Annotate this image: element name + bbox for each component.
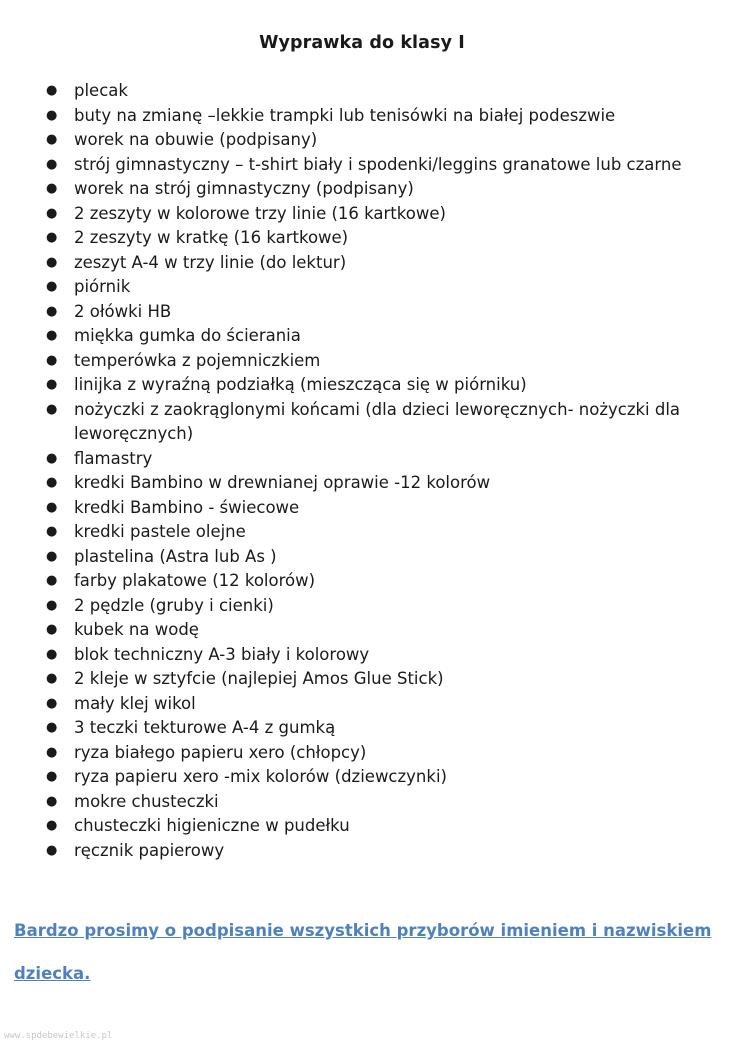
signing-note: Bardzo prosimy o podpisanie wszystkich przyborów imieniem i nazwiskiem: [14, 921, 712, 940]
list-item-text: kredki Bambino - świecowe: [74, 497, 300, 517]
bullet-icon: ●: [46, 377, 58, 392]
list-item-text: temperówka z pojemniczkiem: [74, 350, 321, 370]
bullet-icon: ●: [46, 573, 58, 588]
bullet-icon: ●: [46, 181, 58, 196]
list-item: [0, 643, 700, 668]
list-item: [0, 814, 700, 839]
list-item: [0, 153, 700, 178]
bullet-icon: ●: [46, 156, 58, 172]
list-item-text: nożyczki z zaokrąglonymi końcami (dla dzieci leworęcznych- nożyczki dla leworęcznych): [74, 399, 681, 443]
list-item-text: strój gimnastyczny – t-shirt biały i spodenki/leggins granatowe lub czarne: [74, 154, 682, 174]
list-item: [0, 618, 700, 643]
list-item: [0, 177, 700, 202]
bullet-icon: ●: [46, 622, 58, 637]
list-item-text: piórnik: [74, 277, 131, 296]
list-item-text: plastelina (Astra lub As ): [74, 546, 277, 566]
list-item: [0, 520, 700, 545]
list-item: [0, 373, 700, 398]
bullet-icon: ●: [46, 279, 58, 294]
bullet-icon: ●: [46, 401, 58, 417]
list-item-text: kubek na wodę: [74, 620, 199, 639]
bullet-icon: ●: [46, 352, 58, 368]
list-item-text: plecak: [74, 81, 128, 100]
bullet-icon: ●: [46, 475, 58, 490]
bullet-icon: ●: [46, 107, 58, 123]
bullet-icon: ●: [46, 793, 58, 809]
bullet-icon: ●: [46, 548, 58, 564]
list-item: [0, 839, 700, 864]
bullet-icon: ●: [46, 230, 58, 245]
watermark: www.spdebewielkie.pl: [4, 1031, 113, 1041]
list-item-text: 2 kleje w sztyfcie (najlepiej Amos Glue Stick): [74, 669, 444, 688]
list-item-text: flamastry: [74, 448, 153, 468]
list-item: [0, 447, 700, 472]
list-item: [0, 251, 700, 276]
list-item-text: 2 zeszyty w kratkę (16 kartkowe): [74, 228, 349, 247]
list-item-text: miękka gumka do ścierania: [74, 326, 301, 345]
bullet-icon: ●: [46, 744, 58, 760]
list-item-text: buty na zmianę –lekkie trampki lub tenisówki na białej podeszwie: [74, 105, 616, 125]
list-item: [0, 741, 700, 766]
list-item: [0, 667, 700, 692]
bullet-icon: ●: [46, 818, 58, 833]
signing-note-continuation: dziecka.: [14, 964, 91, 983]
list-item-text: ryza papieru xero -mix kolorów (dziewczynki): [74, 767, 447, 786]
list-item-text: 2 ołówki HB: [74, 301, 172, 321]
list-item-text: mały klej wikol: [74, 693, 196, 713]
list-item-text: ryza białego papieru xero (chłopcy): [74, 742, 367, 762]
list-item: [0, 79, 700, 104]
list-item: [0, 226, 700, 251]
bullet-icon: ●: [46, 695, 58, 711]
bullet-icon: ●: [46, 769, 58, 784]
list-item: [0, 398, 700, 447]
list-item: [0, 471, 700, 496]
bullet-icon: ●: [46, 842, 58, 858]
bullet-icon: ●: [46, 328, 58, 343]
list-item: [0, 202, 700, 227]
list-item: [0, 496, 700, 521]
list-item: [0, 349, 700, 374]
list-item-text: worek na obuwie (podpisany): [74, 130, 318, 149]
supply-list: [0, 79, 700, 863]
list-item-text: blok techniczny A-3 biały i kolorowy: [74, 644, 370, 664]
list-item: [0, 324, 700, 349]
list-item-text: zeszyt A-4 w trzy linie (do lektur): [74, 252, 347, 272]
list-item: [0, 545, 700, 570]
list-item: [0, 594, 700, 619]
list-item: [0, 692, 700, 717]
list-item: [0, 104, 700, 129]
bullet-icon: ●: [46, 303, 58, 319]
list-item-text: worek na strój gimnastyczny (podpisany): [74, 179, 414, 198]
list-item-text: linijka z wyraźną podziałką (mieszcząca się w piórniku): [74, 375, 527, 394]
bullet-icon: ●: [46, 646, 58, 662]
bullet-icon: ●: [46, 597, 58, 613]
list-item-text: farby plakatowe (12 kolorów): [74, 571, 316, 590]
list-item-text: kredki pastele olejne: [74, 522, 246, 541]
list-item-text: 3 teczki tekturowe A-4 z gumką: [74, 718, 336, 737]
bullet-icon: ●: [46, 720, 58, 735]
bullet-icon: ●: [46, 524, 58, 539]
list-item: [0, 128, 700, 153]
list-item: [0, 569, 700, 594]
bullet-icon: ●: [46, 83, 58, 98]
list-item: [0, 300, 700, 325]
list-item-text: mokre chusteczki: [74, 791, 219, 811]
bullet-icon: ●: [46, 132, 58, 147]
bullet-icon: ●: [46, 205, 58, 221]
document-title: Wyprawka do klasy I: [259, 33, 465, 53]
bullet-icon: ●: [46, 450, 58, 466]
list-item: [0, 765, 700, 790]
list-item-text: ręcznik papierowy: [74, 840, 225, 860]
list-item: [0, 275, 700, 300]
bullet-icon: ●: [46, 254, 58, 270]
list-item-text: 2 zeszyty w kolorowe trzy linie (16 kartkowe): [74, 203, 446, 223]
list-item: [0, 790, 700, 815]
list-item-text: chusteczki higieniczne w pudełku: [74, 816, 350, 835]
bullet-icon: ●: [46, 671, 58, 686]
list-item-text: 2 pędzle (gruby i cienki): [74, 595, 274, 615]
list-item: [0, 716, 700, 741]
bullet-icon: ●: [46, 499, 58, 515]
list-item-text: kredki Bambino w drewnianej oprawie -12 kolorów: [74, 473, 491, 492]
